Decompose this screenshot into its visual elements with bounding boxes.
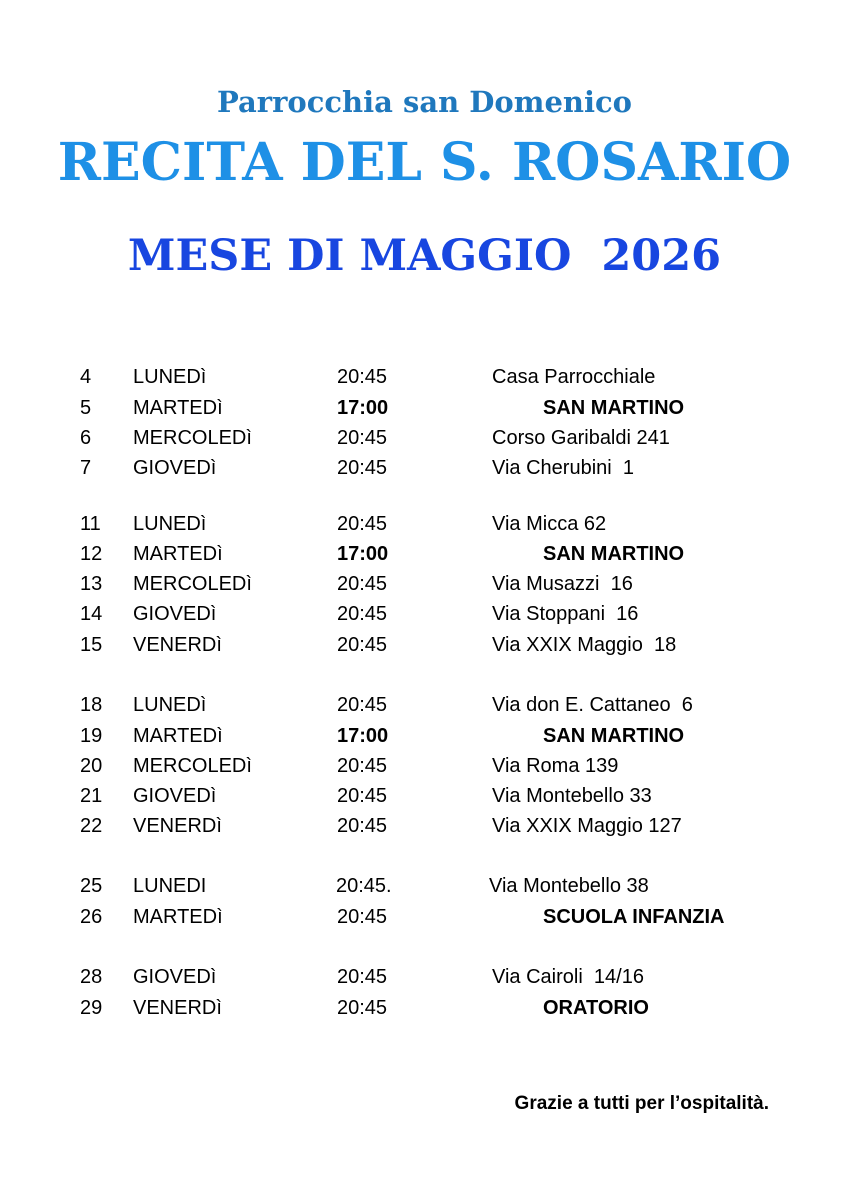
time: 20:45	[337, 573, 388, 595]
time: 20:45	[337, 366, 388, 388]
day-number: 25	[80, 875, 103, 897]
schedule-row	[0, 509, 849, 539]
location: Via Cherubini 1	[492, 457, 634, 479]
weekday: MARTEDì	[133, 397, 223, 419]
day-number: 14	[80, 603, 103, 625]
day-number: 29	[80, 997, 103, 1019]
weekday: MARTEDì	[133, 906, 223, 928]
schedule-row	[0, 993, 849, 1023]
weekday: LUNEDI	[133, 875, 207, 897]
schedule-row	[0, 569, 849, 599]
location: Via Roma 139	[492, 755, 619, 777]
schedule-row	[0, 781, 849, 811]
day-number: 19	[80, 725, 103, 747]
day-number: 21	[80, 785, 103, 807]
thanks-note: Grazie a tutti per l’ospitalità.	[514, 1093, 769, 1114]
location: ORATORIO	[543, 997, 649, 1019]
time: 20:45	[337, 997, 388, 1019]
schedule-row	[0, 751, 849, 781]
weekday: GIOVEDì	[133, 457, 217, 479]
weekday: VENERDì	[133, 997, 222, 1019]
day-number: 11	[80, 513, 101, 535]
weekday: MERCOLEDì	[133, 427, 252, 449]
weekday: LUNEDì	[133, 513, 207, 535]
location: Via XXIX Maggio 18	[492, 634, 677, 656]
page-title: RECITA DEL S. ROSARIO	[57, 132, 792, 193]
location: Via Micca 62	[492, 513, 607, 535]
schedule-row	[0, 871, 849, 901]
time: 17:00	[337, 397, 389, 419]
day-number: 12	[80, 543, 103, 565]
day-number: 15	[80, 634, 103, 656]
month-heading: MESE DI MAGGIO 2026	[127, 231, 722, 281]
time: 20:45	[337, 815, 388, 837]
time: 20:45	[337, 966, 388, 988]
location: SAN MARTINO	[543, 725, 685, 747]
day-number: 4	[80, 366, 92, 388]
schedule-row	[0, 690, 849, 720]
time: 17:00	[337, 543, 389, 565]
parish-name: Parrocchia san Domenico	[216, 85, 633, 119]
weekday: VENERDì	[133, 815, 222, 837]
weekday: MERCOLEDì	[133, 573, 252, 595]
location: Via Cairoli 14/16	[492, 966, 644, 988]
location: Via XXIX Maggio 127	[492, 815, 682, 837]
day-number: 7	[80, 457, 92, 479]
day-number: 13	[80, 573, 103, 595]
time: 20:45	[337, 906, 388, 928]
schedule-row	[0, 811, 849, 841]
schedule-row	[0, 423, 849, 453]
time: 20:45	[337, 785, 388, 807]
schedule-row	[0, 393, 849, 423]
weekday: MARTEDì	[133, 725, 223, 747]
location: Via Montebello 33	[492, 785, 652, 807]
day-number: 5	[80, 397, 92, 419]
schedule-row	[0, 599, 849, 629]
day-number: 28	[80, 966, 103, 988]
weekday: LUNEDì	[133, 694, 207, 716]
schedule-row	[0, 962, 849, 992]
location: Corso Garibaldi 241	[492, 427, 670, 449]
time: 20:45	[337, 603, 388, 625]
weekday: MERCOLEDì	[133, 755, 252, 777]
location: SCUOLA INFANZIA	[543, 906, 725, 928]
day-number: 6	[80, 427, 92, 449]
schedule-row	[0, 721, 849, 751]
location: SAN MARTINO	[543, 543, 685, 565]
schedule-row	[0, 362, 849, 392]
time: 20:45	[337, 513, 388, 535]
location: Casa Parrocchiale	[492, 366, 656, 388]
weekday: VENERDì	[133, 634, 222, 656]
weekday: GIOVEDì	[133, 785, 217, 807]
time: 20:45	[337, 457, 388, 479]
day-number: 20	[80, 755, 103, 777]
day-number: 22	[80, 815, 103, 837]
location: Via Musazzi 16	[492, 573, 633, 595]
location: Via don E. Cattaneo 6	[492, 694, 693, 716]
time: 20:45.	[336, 875, 392, 897]
schedule-row	[0, 539, 849, 569]
time: 20:45	[337, 694, 388, 716]
schedule-row	[0, 902, 849, 932]
day-number: 18	[80, 694, 103, 716]
weekday: GIOVEDì	[133, 603, 217, 625]
schedule-row	[0, 630, 849, 660]
weekday: LUNEDì	[133, 366, 207, 388]
location: Via Montebello 38	[489, 875, 649, 897]
time: 20:45	[337, 427, 388, 449]
time: 20:45	[337, 634, 388, 656]
time: 17:00	[337, 725, 389, 747]
location: SAN MARTINO	[543, 397, 685, 419]
weekday: MARTEDì	[133, 543, 223, 565]
weekday: GIOVEDì	[133, 966, 217, 988]
day-number: 26	[80, 906, 103, 928]
schedule-row	[0, 453, 849, 483]
location: Via Stoppani 16	[492, 603, 639, 625]
time: 20:45	[337, 755, 388, 777]
